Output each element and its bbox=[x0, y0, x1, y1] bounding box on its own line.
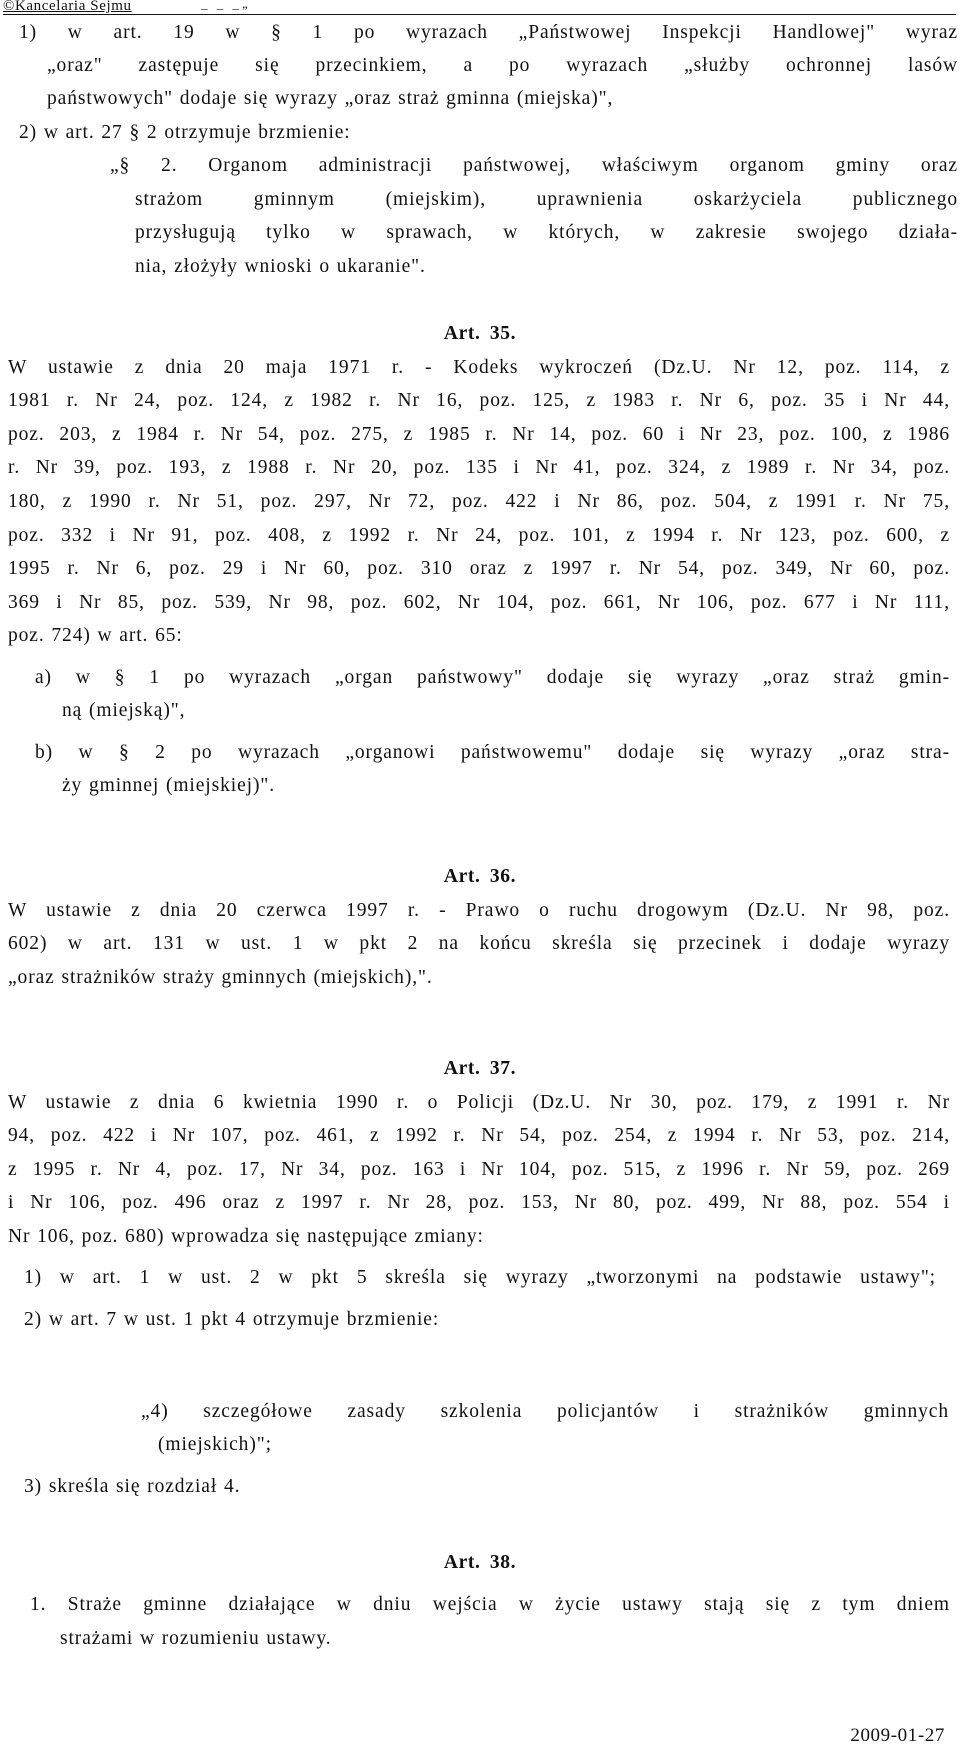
text-line: i Nr 106, poz. 496 oraz z 1997 r. Nr 28, poz. 153, Nr 80, poz. 499, Nr 88, poz. 554 i bbox=[8, 1192, 950, 1213]
text-line: strażami w rozumieniu ustawy. bbox=[60, 1628, 332, 1649]
text-line: poz. 332 i Nr 91, poz. 408, z 1992 r. Nr 24, poz. 101, z 1994 r. Nr 123, poz. 600, z bbox=[8, 525, 950, 546]
article-heading: Art. 38. bbox=[443, 1552, 517, 1573]
text-line: 1995 r. Nr 6, poz. 29 i Nr 60, poz. 310 oraz z 1997 r. Nr 54, poz. 349, Nr 60, poz. bbox=[8, 558, 950, 579]
text-line: W ustawie z dnia 20 czerwca 1997 r. - Prawo o ruchu drogowym (Dz.U. Nr 98, poz. bbox=[8, 900, 950, 921]
source-label: ©Kancelaria Sejmu bbox=[3, 0, 132, 14]
text-line: poz. 203, z 1984 r. Nr 54, poz. 275, z 1985 r. Nr 14, poz. 60 i Nr 23, poz. 100, z 1986 bbox=[8, 424, 950, 445]
text-line: 180, z 1990 r. Nr 51, poz. 297, Nr 72, poz. 422 i Nr 86, poz. 504, z 1991 r. Nr 75, bbox=[8, 491, 950, 512]
text-line: (miejskich)"; bbox=[158, 1434, 272, 1455]
text-line: z 1995 r. Nr 4, poz. 17, Nr 34, poz. 163 i Nr 104, poz. 515, z 1996 r. Nr 59, poz. 269 bbox=[8, 1159, 950, 1180]
text-line: „oraz strażników straży gminnych (miejskich),". bbox=[8, 967, 433, 988]
footer-date: 2009-01-27 bbox=[850, 1725, 945, 1746]
text-line: W ustawie z dnia 20 maja 1971 r. - Kodeks wykroczeń (Dz.U. Nr 12, poz. 114, z bbox=[8, 357, 950, 378]
text-line: 1) w art. 19 w § 1 po wyrazach „Państwowej Inspekcji Handlowej" wyraz bbox=[19, 22, 958, 43]
article-heading: Art. 36. bbox=[443, 866, 517, 887]
text-line: strażom gminnym (miejskim), uprawnienia oskarżyciela publicznego bbox=[135, 189, 958, 210]
article-heading: Art. 37. bbox=[443, 1058, 517, 1079]
article-heading: Art. 35. bbox=[443, 323, 517, 344]
text-line: ną (miejską)", bbox=[62, 700, 186, 721]
text-line: ży gminnej (miejskiej)". bbox=[62, 775, 275, 796]
text-line: 602) w art. 131 w ust. 1 w pkt 2 na końcu skreśla się przecinek i dodaje wyrazy bbox=[8, 933, 950, 954]
text-line: r. Nr 39, poz. 193, z 1988 r. Nr 20, poz. 135 i Nr 41, poz. 324, z 1989 r. Nr 34, poz. bbox=[8, 457, 950, 478]
text-line: b) w § 2 po wyrazach „organowi państwowemu" dodaje się wyrazy „oraz stra- bbox=[35, 742, 950, 763]
text-line: 1. Straże gminne działające w dniu wejścia w życie ustawy stają się z tym dniem bbox=[30, 1594, 950, 1615]
text-line: 2) w art. 27 § 2 otrzymuje brzmienie: bbox=[19, 122, 351, 143]
text-line: Nr 106, poz. 680) wprowadza się następujące zmiany: bbox=[8, 1226, 484, 1247]
text-line: poz. 724) w art. 65: bbox=[8, 625, 183, 646]
text-line: „oraz" zastępuje się przecinkiem, a po wyrazach „służby ochronnej lasów bbox=[47, 55, 958, 76]
text-line: 1) w art. 1 w ust. 2 w pkt 5 skreśla się wyrazy „tworzonymi na podstawie ustawy"; bbox=[24, 1267, 936, 1288]
text-line: 1981 r. Nr 24, poz. 124, z 1982 r. Nr 16, poz. 125, z 1983 r. Nr 6, poz. 35 i Nr 44, bbox=[8, 390, 950, 411]
text-line: W ustawie z dnia 6 kwietnia 1990 r. o Policji (Dz.U. Nr 30, poz. 179, z 1991 r. Nr bbox=[8, 1092, 950, 1113]
text-line: a) w § 1 po wyrazach „organ państwowy" dodaje się wyrazy „oraz straż gmin- bbox=[35, 667, 950, 688]
text-line: 94, poz. 422 i Nr 107, poz. 461, z 1992 r. Nr 54, poz. 254, z 1994 r. Nr 53, poz. 214, bbox=[8, 1125, 950, 1146]
page-header bbox=[3, 0, 956, 15]
text-line: 369 i Nr 85, poz. 539, Nr 98, poz. 602, Nr 104, poz. 661, Nr 106, poz. 677 i Nr 111, bbox=[8, 592, 950, 613]
text-line: nia, złożyły wnioski o ukaranie". bbox=[135, 256, 426, 277]
text-line: „4) szczegółowe zasady szkolenia policjantów i strażników gminnych bbox=[141, 1401, 949, 1422]
text-line: 3) skreśla się rozdział 4. bbox=[24, 1476, 241, 1497]
text-line: 2) w art. 7 w ust. 1 pkt 4 otrzymuje brzmienie: bbox=[24, 1309, 440, 1330]
header-dashes: _ _ _„ bbox=[201, 0, 251, 11]
text-line: państwowych" dodaje się wyrazy „oraz straż gminna (miejska)", bbox=[47, 88, 614, 109]
text-line: przysługują tylko w sprawach, w których, w zakresie swojego działa- bbox=[135, 222, 958, 243]
text-line: „§ 2. Organom administracji państwowej, właściwym organom gminy oraz bbox=[110, 155, 958, 176]
